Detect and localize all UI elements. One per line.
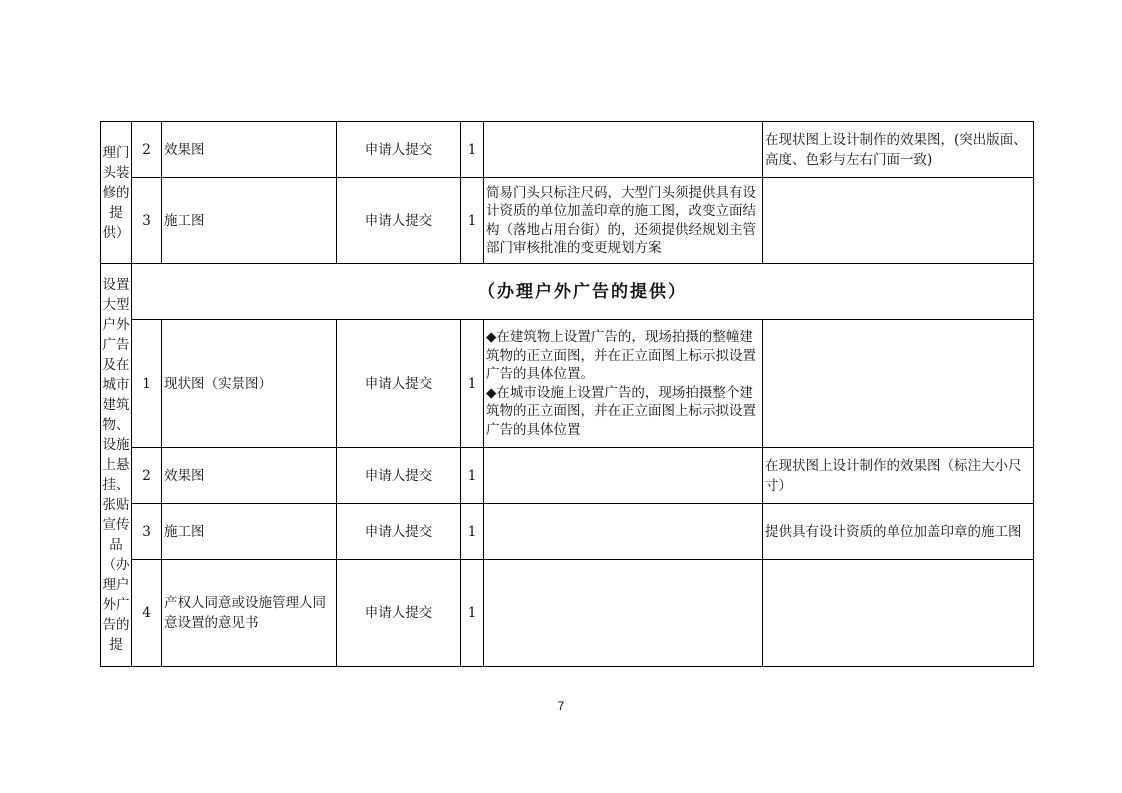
row-number: 1 [132,320,162,448]
material-source: 申请人提交 [337,178,461,264]
material-quantity: 1 [461,178,484,264]
table-row [101,178,1034,264]
material-quantity: 1 [461,320,484,448]
material-remark [763,320,1034,448]
page-number: 7 [557,699,565,713]
material-source: 申请人提交 [337,504,461,560]
row-number: 2 [132,448,162,504]
section-row [101,264,1034,320]
table-row [101,122,1034,178]
category-cell [101,264,132,667]
category-label: 设置大型户外广告及在城市建筑物、设施上悬挂、张贴宣传品（办理户外广告的提 [102,277,130,653]
material-standard [484,320,763,448]
row-number: 3 [132,504,162,560]
table-row [101,320,1034,448]
category-cell [101,122,132,264]
material-source: 申请人提交 [337,320,461,448]
row-number: 4 [132,560,162,667]
material-quantity: 1 [461,560,484,667]
standard-item [486,384,760,440]
material-source: 申请人提交 [337,448,461,504]
row-number: 3 [132,178,162,264]
standard-item-text: 在建筑物上设置广告的，现场拍摄的整幢建筑物的正立面图，并在正立面图上标示拟设置广告的具体位置。 [486,329,756,382]
material-remark [763,178,1034,264]
standard-item-text: 在城市设施上设置广告的，现场拍摄整个建筑物的正立面图，并在正立面图上标示拟设置广告的具体位置 [486,384,756,438]
material-standard [484,122,763,178]
material-name: 效果图 [162,122,337,178]
material-standard [484,448,763,504]
table-row [101,504,1034,560]
material-remark [763,560,1034,667]
material-name: 效果图 [162,448,337,504]
material-name: 产权人同意或设施管理人同意设置的意见书 [162,560,337,667]
material-standard: 简易门头只标注尺码，大型门头须提供具有设计资质的单位加盖印章的施工图，改变立面结构（落地占用台街）的，还须提供经规划主管部门审核批准的变更规划方案 [484,178,763,264]
material-name: 现状图（实景图） [162,320,337,448]
section-title: （办理户外广告的提供） [132,264,1034,320]
material-remark: 在现状图上设计制作的效果图（标注大小尺寸） [763,448,1034,504]
material-remark: 提供具有设计资质的单位加盖印章的施工图 [763,504,1034,560]
material-standard [484,560,763,667]
material-name: 施工图 [162,504,337,560]
table-row [101,560,1034,667]
material-source: 申请人提交 [337,560,461,667]
material-source: 申请人提交 [337,122,461,178]
material-quantity: 1 [461,122,484,178]
material-name: 施工图 [162,178,337,264]
material-remark: 在现状图上设计制作的效果图，(突出版面、高度、色彩与左右门面一致) [763,122,1034,178]
material-standard [484,504,763,560]
category-label: 理门头装修的提供） [102,144,130,241]
standard-item [486,328,760,384]
row-number: 2 [132,122,162,178]
materials-table [100,121,1034,667]
material-quantity: 1 [461,504,484,560]
material-quantity: 1 [461,448,484,504]
table-row [101,448,1034,504]
